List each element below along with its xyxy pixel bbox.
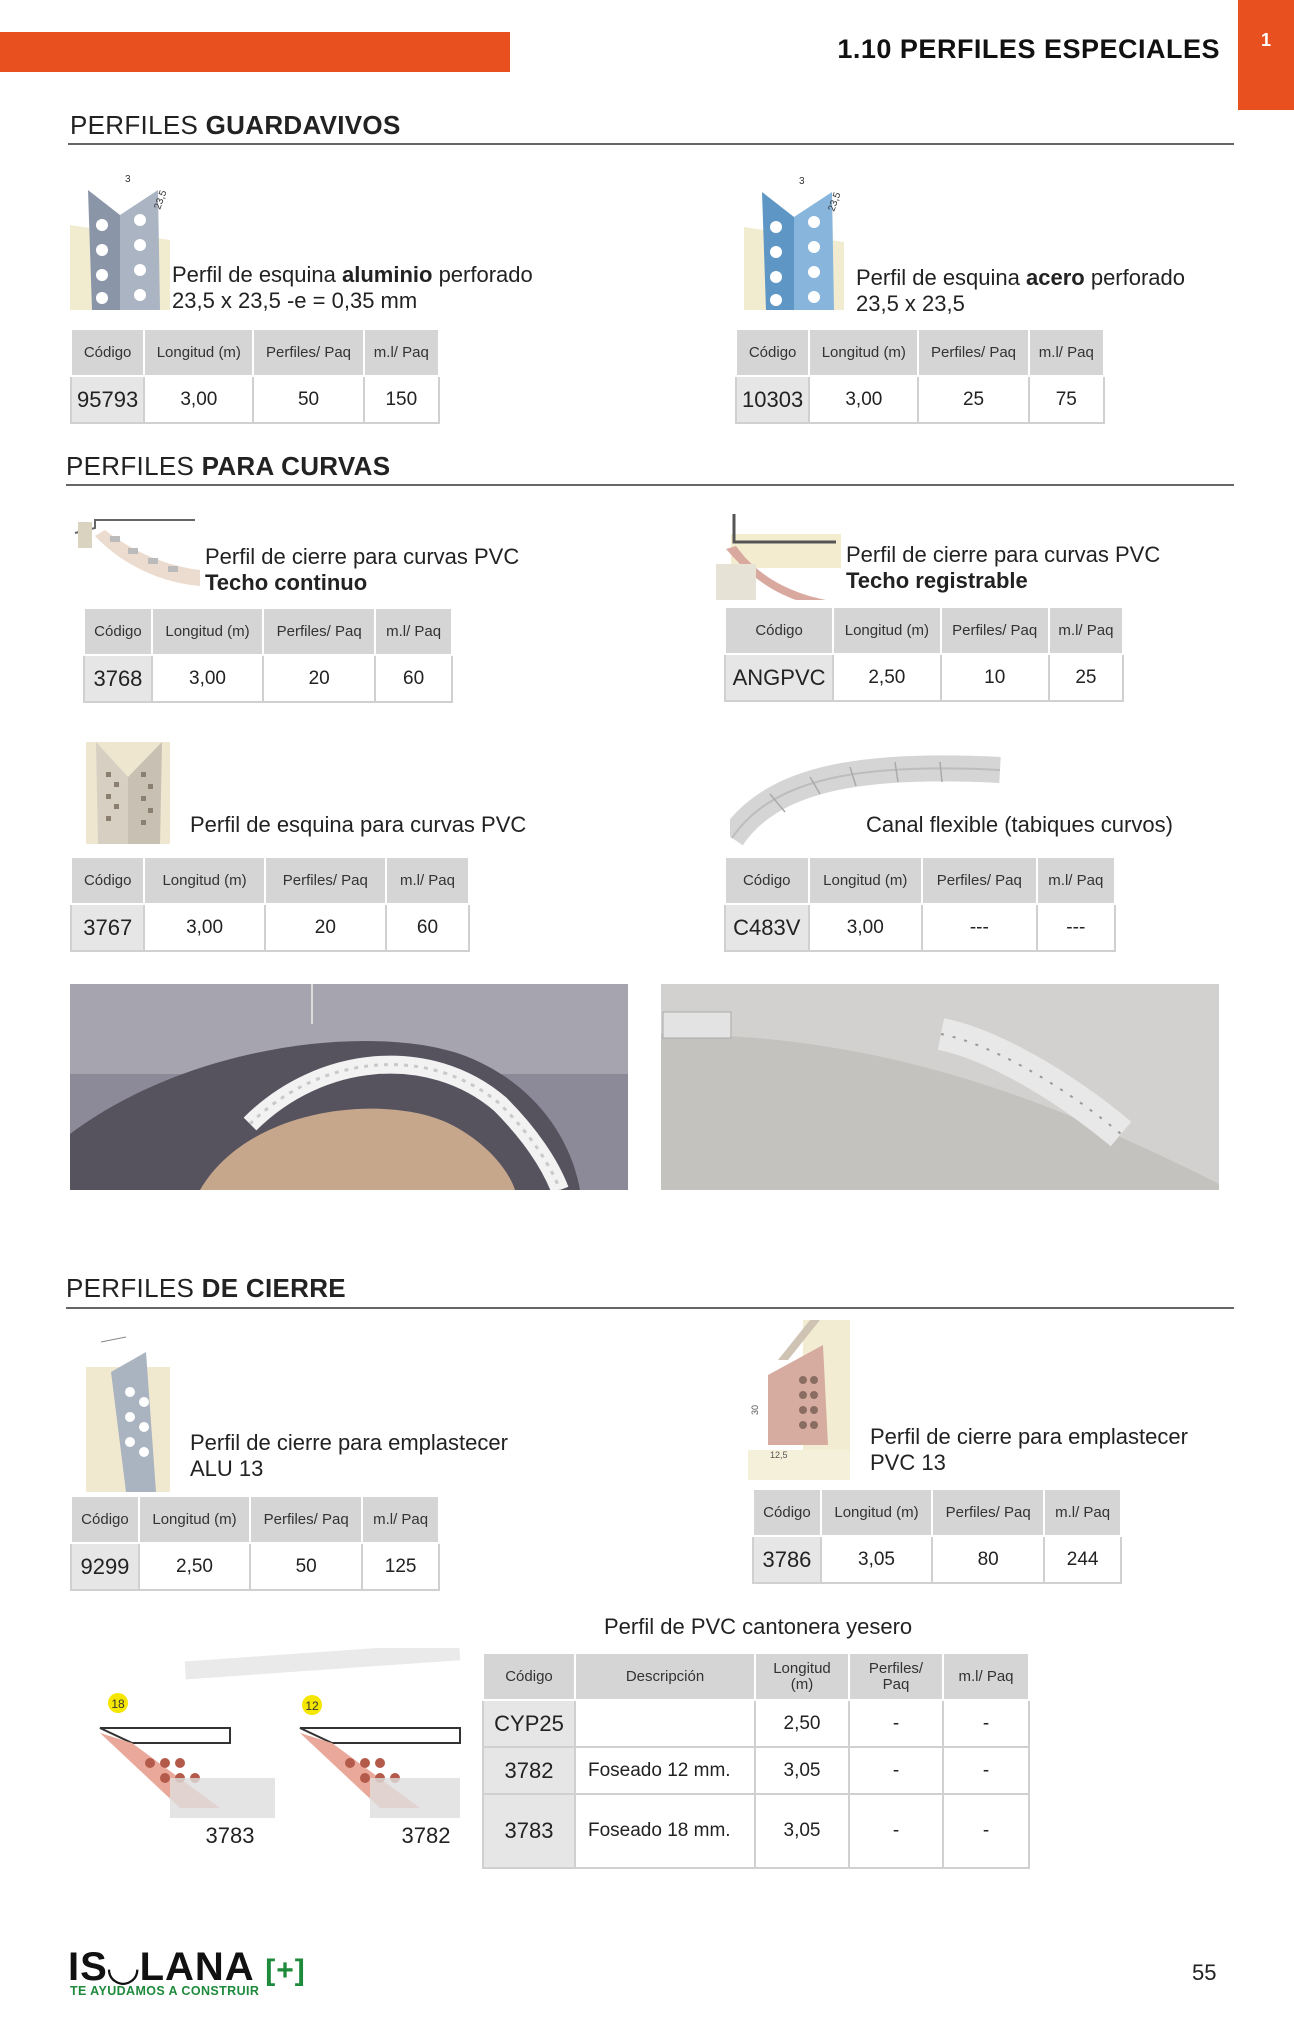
column-header: m.l/ Paq: [1037, 857, 1115, 904]
column-header: Longitud (m): [821, 1489, 932, 1536]
column-header: Código: [725, 607, 833, 654]
meters-per-pack-cell: 244: [1044, 1536, 1121, 1583]
meters-per-pack-cell: -: [943, 1747, 1029, 1794]
column-header: Código: [483, 1653, 575, 1700]
profiles-per-pack-cell: -: [849, 1747, 943, 1794]
column-header: Longitud (m): [833, 607, 940, 654]
dimension-label: 3: [799, 176, 805, 187]
meters-per-pack-cell: 125: [362, 1543, 439, 1590]
product-code: C483V: [725, 904, 809, 951]
column-header: Perfiles/ Paq: [849, 1653, 943, 1700]
curved-ceiling-profile-photo: [661, 984, 1219, 1190]
column-header: Código: [71, 857, 144, 904]
profiles-per-pack-cell: -: [849, 1794, 943, 1868]
product-code: CYP25: [483, 1700, 575, 1747]
column-header: Perfiles/ Paq: [263, 608, 375, 655]
arch-installation-photo: [70, 984, 628, 1190]
profiles-per-pack-cell: 25: [918, 376, 1028, 423]
meters-per-pack-cell: 150: [364, 376, 439, 423]
length-cell: 2,50: [139, 1543, 250, 1590]
meters-per-pack-cell: 75: [1029, 376, 1104, 423]
column-header: Perfiles/ Paq: [918, 329, 1028, 376]
column-header: Código: [84, 608, 152, 655]
profile-3783-diagram: [100, 1693, 275, 1818]
plaster-corner-profile-diagram: [70, 1648, 470, 1848]
closing-profile-pvc13-image: [748, 1320, 850, 1480]
profiles-per-pack-cell: ---: [922, 904, 1037, 951]
length-cell: 3,05: [755, 1794, 849, 1868]
description-cell: Foseado 18 mm.: [575, 1794, 755, 1868]
table-row: [71, 376, 439, 423]
length-cell: 3,05: [821, 1536, 932, 1583]
product-code: 10303: [736, 376, 809, 423]
meters-per-pack-cell: 60: [375, 655, 452, 702]
column-header: Código: [71, 1496, 139, 1543]
column-header: m.l/ Paq: [1029, 329, 1104, 376]
brand-tagline: TE AYUDAMOS A CONSTRUIR: [70, 1984, 260, 1998]
profiles-per-pack-cell: 50: [250, 1543, 362, 1590]
column-header: m.l/ Paq: [1049, 607, 1123, 654]
column-header: Perfiles/ Paq: [922, 857, 1037, 904]
description-cell: [575, 1700, 755, 1747]
corner-profile-curves-image: [86, 742, 170, 844]
product-table: [724, 856, 1116, 952]
length-cell: 3,00: [144, 904, 264, 951]
meters-per-pack-cell: -: [943, 1700, 1029, 1747]
table-row: [84, 655, 452, 702]
table-row: [725, 904, 1115, 951]
product-table: [70, 328, 440, 424]
column-header: m.l/ Paq: [362, 1496, 439, 1543]
column-header: m.l/ Paq: [943, 1653, 1029, 1700]
product-code: 3767: [71, 904, 144, 951]
product-description: Perfil de esquina acero perforado 23,5 x 23,5: [856, 265, 1186, 316]
column-header: Perfiles/ Paq: [941, 607, 1049, 654]
column-header: Longitud (m): [144, 329, 253, 376]
meters-per-pack-cell: 60: [386, 904, 469, 951]
column-header: Longitud (m): [144, 857, 264, 904]
section-title-guardavivos: PERFILES GUARDAVIVOS: [70, 110, 401, 140]
column-header: Descripción: [575, 1653, 755, 1700]
product-description: Perfil de esquina para curvas PVC: [190, 812, 527, 837]
cantonera-table: [482, 1652, 1030, 1869]
chapter-number: 1: [1260, 30, 1271, 50]
product-description: Perfil de cierre para curvas PVC Techo continuo: [205, 544, 520, 595]
section-divider: [66, 1307, 1234, 1309]
length-cell: 3,00: [144, 376, 253, 423]
curve-closing-profile-registrable-image: [716, 504, 841, 600]
profiles-per-pack-cell: 80: [932, 1536, 1044, 1583]
product-table: [735, 328, 1105, 424]
product-table: [752, 1488, 1122, 1584]
product-description: Perfil de PVC cantonera yesero: [604, 1614, 913, 1639]
product-table: [70, 1495, 440, 1591]
column-header: Longitud (m): [139, 1496, 250, 1543]
product-code: ANGPVC: [725, 654, 833, 701]
product-code: 3782: [483, 1747, 575, 1794]
badge-18: 18: [111, 1697, 125, 1711]
column-header: Perfiles/ Paq: [932, 1489, 1044, 1536]
corner-profile-aluminium-image: [70, 170, 170, 310]
product-code: 95793: [71, 376, 144, 423]
dimension-label: 23,5: [152, 188, 170, 212]
plus-icon: [+]: [265, 1954, 306, 1987]
profiles-per-pack-cell: 20: [263, 655, 375, 702]
section-divider: [66, 484, 1234, 486]
column-header: Longitud (m): [755, 1653, 849, 1700]
product-description: Perfil de cierre para emplastecer PVC 13: [870, 1424, 1188, 1475]
page-number: 55: [1192, 1960, 1217, 1985]
table-row: [483, 1794, 1029, 1868]
meters-per-pack-cell: 25: [1049, 654, 1123, 701]
page-title: 1.10 PERFILES ESPECIALES: [837, 34, 1220, 64]
column-header: m.l/ Paq: [386, 857, 469, 904]
header-accent-bar: [0, 32, 510, 72]
column-header: m.l/ Paq: [375, 608, 452, 655]
column-header: Longitud (m): [152, 608, 263, 655]
column-header: Longitud (m): [809, 857, 923, 904]
length-cell: 2,50: [833, 654, 940, 701]
section-title-de-cierre: PERFILES DE CIERRE: [66, 1273, 346, 1303]
length-cell: 2,50: [755, 1700, 849, 1747]
product-code: 9299: [71, 1543, 139, 1590]
product-description: Canal flexible (tabiques curvos): [866, 812, 1173, 837]
table-row: [483, 1747, 1029, 1794]
column-header: Longitud (m): [809, 329, 918, 376]
product-description: Perfil de esquina aluminio perforado 23,5 x 23,5 -e = 0,35 mm: [172, 262, 533, 313]
dimension-label: 12,5: [770, 1450, 788, 1460]
section-divider: [68, 143, 1234, 145]
product-description: Perfil de cierre para curvas PVC Techo registrable: [846, 542, 1161, 593]
profile-3782-diagram: [300, 1695, 460, 1818]
table-row: [725, 654, 1123, 701]
column-header: m.l/ Paq: [1044, 1489, 1121, 1536]
column-header: Código: [725, 857, 809, 904]
dimension-label: 23,5: [826, 190, 844, 214]
table-row: [483, 1700, 1029, 1747]
profiles-per-pack-cell: 10: [941, 654, 1049, 701]
product-code: 3786: [753, 1536, 821, 1583]
profiles-per-pack-cell: -: [849, 1700, 943, 1747]
table-row: [71, 1543, 439, 1590]
length-cell: 3,05: [755, 1747, 849, 1794]
length-cell: 3,00: [809, 376, 918, 423]
table-row: [736, 376, 1104, 423]
column-header: Perfiles/ Paq: [250, 1496, 362, 1543]
column-header: m.l/ Paq: [364, 329, 439, 376]
profiles-per-pack-cell: 20: [265, 904, 386, 951]
product-table: [83, 607, 453, 703]
product-code: 3783: [483, 1794, 575, 1868]
product-table: [724, 606, 1124, 702]
corner-profile-steel-image: [744, 172, 844, 312]
section-title-para-curvas: PERFILES PARA CURVAS: [66, 451, 391, 481]
label-3782: 3782: [401, 1823, 451, 1848]
product-table: [70, 856, 470, 952]
dimension-label: 30: [750, 1404, 760, 1415]
table-row: [71, 904, 469, 951]
table-row: [753, 1536, 1121, 1583]
length-cell: 3,00: [809, 904, 923, 951]
chapter-tab: [1238, 0, 1294, 110]
badge-12: 12: [305, 1699, 319, 1713]
column-header: Código: [71, 329, 144, 376]
meters-per-pack-cell: ---: [1037, 904, 1115, 951]
dimension-label: 3: [125, 174, 131, 185]
product-code: 3768: [84, 655, 152, 702]
column-header: Código: [753, 1489, 821, 1536]
meters-per-pack-cell: -: [943, 1794, 1029, 1868]
brand-logo: IS◡LANA [+]: [68, 1945, 306, 1989]
label-3783: 3783: [205, 1823, 255, 1848]
column-header: Perfiles/ Paq: [253, 329, 363, 376]
description-cell: Foseado 12 mm.: [575, 1747, 755, 1794]
column-header: Código: [736, 329, 809, 376]
profiles-per-pack-cell: 50: [253, 376, 363, 423]
length-cell: 3,00: [152, 655, 263, 702]
product-description: Perfil de cierre para emplastecer ALU 13: [190, 1430, 508, 1481]
column-header: Perfiles/ Paq: [265, 857, 386, 904]
closing-profile-alu13-image: [86, 1332, 170, 1492]
curve-closing-profile-continuous-image: [70, 508, 200, 590]
